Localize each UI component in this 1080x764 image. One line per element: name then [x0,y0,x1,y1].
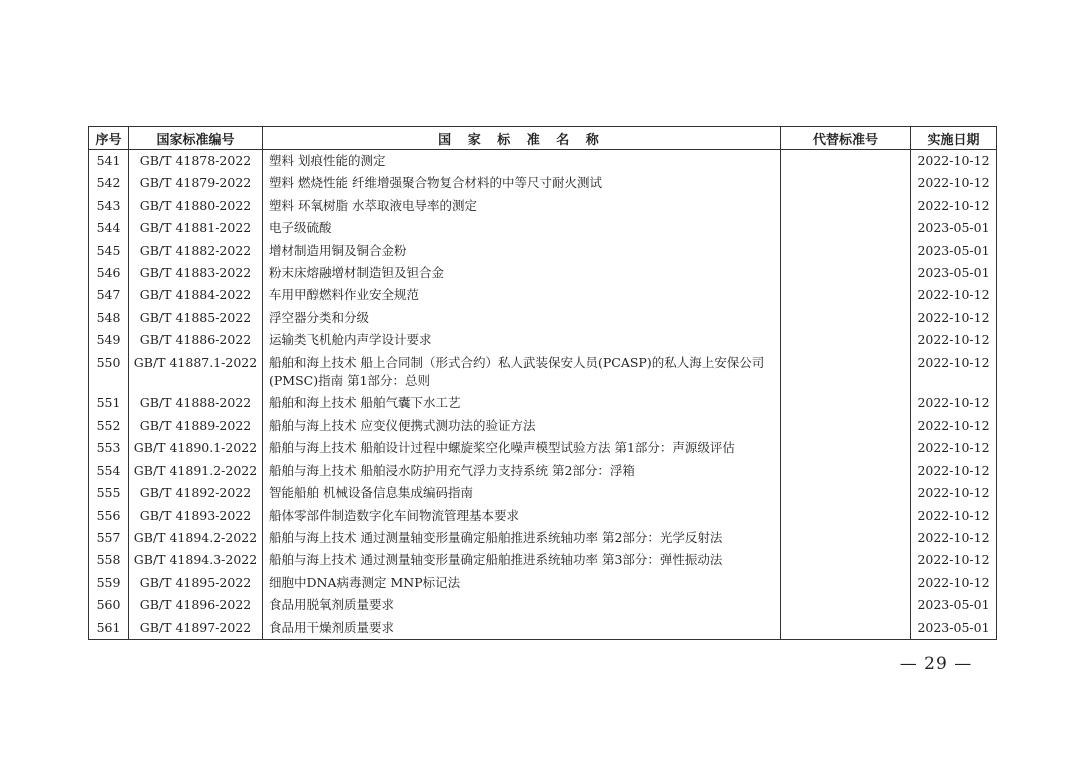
cell-date: 2022-10-12 [911,284,997,306]
cell-name: 智能船舶 机械设备信息集成编码指南 [263,482,781,504]
cell-name: 船舶与海上技术 通过测量轴变形量确定船舶推进系统轴功率 第3部分：弹性振动法 [263,549,781,571]
cell-code: GB/T 41892-2022 [129,482,263,504]
cell-code: GB/T 41891.2-2022 [129,460,263,482]
cell-date: 2022-10-12 [911,352,997,393]
cell-no: 559 [89,572,129,594]
cell-date: 2022-10-12 [911,505,997,527]
cell-no: 545 [89,240,129,262]
cell-code: GB/T 41895-2022 [129,572,263,594]
cell-no: 554 [89,460,129,482]
cell-code: GB/T 41881-2022 [129,217,263,239]
cell-replaced [781,392,911,414]
header-replaced: 代替标准号 [781,127,911,150]
cell-date: 2022-10-12 [911,437,997,459]
cell-name: 运输类飞机舱内声学设计要求 [263,329,781,351]
page-number: — 29 — [899,654,973,674]
cell-no: 542 [89,172,129,194]
cell-no: 549 [89,329,129,351]
cell-date: 2022-10-12 [911,572,997,594]
cell-date: 2022-10-12 [911,482,997,504]
cell-name: 船体零部件制造数字化车间物流管理基本要求 [263,505,781,527]
cell-no: 552 [89,415,129,437]
cell-code: GB/T 41885-2022 [129,307,263,329]
cell-no: 561 [89,617,129,640]
cell-name: 船舶与海上技术 船舶设计过程中螺旋桨空化噪声模型试验方法 第1部分：声源级评估 [263,437,781,459]
table-row [89,172,997,194]
cell-date: 2022-10-12 [911,460,997,482]
cell-replaced [781,617,911,640]
cell-code: GB/T 41887.1-2022 [129,352,263,393]
cell-name: 增材制造用铜及铜合金粉 [263,240,781,262]
table-row [89,437,997,459]
cell-no: 547 [89,284,129,306]
cell-replaced [781,437,911,459]
cell-code: GB/T 41882-2022 [129,240,263,262]
cell-code: GB/T 41879-2022 [129,172,263,194]
table-header-row [89,127,997,150]
cell-replaced [781,172,911,194]
cell-name: 食品用干燥剂质量要求 [263,617,781,640]
cell-no: 555 [89,482,129,504]
cell-replaced [781,482,911,504]
header-date: 实施日期 [911,127,997,150]
cell-code: GB/T 41896-2022 [129,594,263,616]
cell-replaced [781,284,911,306]
cell-name: 食品用脱氧剂质量要求 [263,594,781,616]
cell-code: GB/T 41893-2022 [129,505,263,527]
cell-name: 船舶与海上技术 通过测量轴变形量确定船舶推进系统轴功率 第2部分：光学反射法 [263,527,781,549]
cell-date: 2022-10-12 [911,527,997,549]
table-row [89,415,997,437]
table-row [89,392,997,414]
cell-code: GB/T 41894.3-2022 [129,549,263,571]
cell-replaced [781,262,911,284]
cell-no: 541 [89,150,129,173]
table-row [89,460,997,482]
cell-code: GB/T 41897-2022 [129,617,263,640]
cell-date: 2022-10-12 [911,329,997,351]
table-row [89,150,997,173]
cell-name: 细胞中DNA病毒测定 MNP标记法 [263,572,781,594]
table-row [89,482,997,504]
table-row [89,217,997,239]
cell-no: 551 [89,392,129,414]
cell-name: 船舶和海上技术 船舶气囊下水工艺 [263,392,781,414]
header-name: 国 家 标 准 名 称 [263,127,781,150]
cell-replaced [781,150,911,173]
cell-date: 2023-05-01 [911,594,997,616]
cell-no: 556 [89,505,129,527]
cell-no: 550 [89,352,129,393]
standards-table [88,126,997,640]
cell-replaced [781,307,911,329]
cell-code: GB/T 41880-2022 [129,195,263,217]
table-row [89,572,997,594]
cell-name: 粉末床熔融增材制造钽及钽合金 [263,262,781,284]
cell-replaced [781,460,911,482]
table-row [89,594,997,616]
cell-date: 2022-10-12 [911,195,997,217]
cell-date: 2023-05-01 [911,240,997,262]
cell-date: 2022-10-12 [911,415,997,437]
header-no: 序号 [89,127,129,150]
table-row [89,505,997,527]
cell-replaced [781,415,911,437]
cell-replaced [781,217,911,239]
header-code: 国家标准编号 [129,127,263,150]
cell-code: GB/T 41883-2022 [129,262,263,284]
cell-replaced [781,594,911,616]
table-row [89,352,997,393]
cell-code: GB/T 41884-2022 [129,284,263,306]
cell-name: 船舶与海上技术 应变仪便携式测功法的验证方法 [263,415,781,437]
cell-date: 2022-10-12 [911,307,997,329]
cell-replaced [781,505,911,527]
cell-replaced [781,549,911,571]
cell-name: 电子级硫酸 [263,217,781,239]
cell-no: 548 [89,307,129,329]
table-row [89,307,997,329]
table-row [89,284,997,306]
cell-no: 560 [89,594,129,616]
cell-replaced [781,352,911,393]
cell-replaced [781,240,911,262]
cell-code: GB/T 41889-2022 [129,415,263,437]
cell-no: 557 [89,527,129,549]
cell-name: 车用甲醇燃料作业安全规范 [263,284,781,306]
table-row [89,329,997,351]
cell-date: 2022-10-12 [911,392,997,414]
cell-code: GB/T 41888-2022 [129,392,263,414]
cell-no: 553 [89,437,129,459]
cell-code: GB/T 41894.2-2022 [129,527,263,549]
cell-name: 塑料 划痕性能的测定 [263,150,781,173]
cell-replaced [781,195,911,217]
cell-replaced [781,329,911,351]
cell-replaced [781,527,911,549]
cell-name: 浮空器分类和分级 [263,307,781,329]
cell-replaced [781,572,911,594]
table-row [89,240,997,262]
table-row [89,195,997,217]
cell-date: 2023-05-01 [911,217,997,239]
cell-date: 2023-05-01 [911,617,997,640]
cell-no: 558 [89,549,129,571]
table-row [89,262,997,284]
cell-name: 船舶和海上技术 船上合同制（形式合约）私人武装保安人员(PCASP)的私人海上安保公司(PMSC)指南 第1部分：总则 [263,352,781,393]
cell-date: 2022-10-12 [911,172,997,194]
table-row [89,527,997,549]
cell-code: GB/T 41890.1-2022 [129,437,263,459]
cell-code: GB/T 41878-2022 [129,150,263,173]
cell-no: 546 [89,262,129,284]
cell-date: 2023-05-01 [911,262,997,284]
cell-no: 543 [89,195,129,217]
cell-name: 船舶与海上技术 船舶浸水防护用充气浮力支持系统 第2部分：浮箱 [263,460,781,482]
cell-date: 2022-10-12 [911,150,997,173]
cell-name: 塑料 燃烧性能 纤维增强聚合物复合材料的中等尺寸耐火测试 [263,172,781,194]
standards-table-container [88,126,996,640]
table-row [89,549,997,571]
cell-date: 2022-10-12 [911,549,997,571]
cell-no: 544 [89,217,129,239]
table-row [89,617,997,640]
cell-code: GB/T 41886-2022 [129,329,263,351]
cell-name: 塑料 环氧树脂 水萃取液电导率的测定 [263,195,781,217]
